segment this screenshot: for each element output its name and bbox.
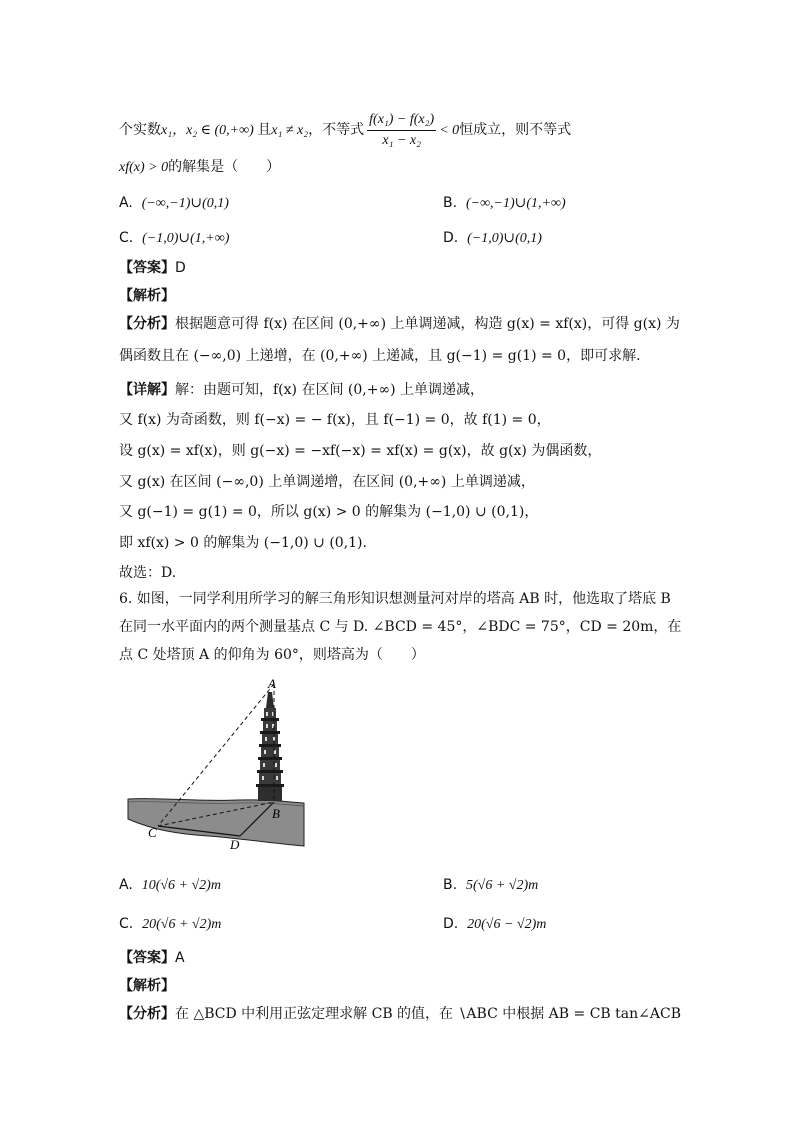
q5-xiangjie-line3 [119, 441, 601, 461]
q5-option-b [443, 193, 566, 214]
fenxi-text: 在 △BCD 中利用正弦定理求解 CB 的值，在 ∖ABC 中根据 AB = CB tan∠ACB [175, 1006, 681, 1022]
answer-tag: 【答案】 [119, 950, 175, 966]
q6-option-a [119, 875, 221, 896]
answer-tag: 【答案】 [119, 260, 175, 276]
fenxi-text: 根据题意可得 f(x) 在区间 (0,+∞) 上单调递减，构造 g(x) = xf(x)，可得 g(x) 为 [175, 316, 680, 332]
fenxi-tag: 【分析】 [119, 316, 175, 332]
option-letter: C. [119, 230, 134, 246]
q5-option-c [119, 228, 229, 249]
q5-xiangjie-line5 [119, 502, 538, 522]
q6-option-b [443, 875, 538, 896]
option-text: (−∞,−1)∪(0,1) [141, 196, 229, 211]
conclusion-text: 故选：D. [119, 565, 177, 581]
option-letter: B. [443, 877, 458, 893]
q5-stem-text: ，不等式 [308, 122, 365, 138]
q6-stem-line2 [119, 617, 681, 637]
q5-stem-math: < 0 [439, 123, 460, 138]
answer-value: D [175, 260, 186, 276]
q5-fenxi-line2 [119, 346, 641, 366]
option-text: (−1,0)∪(0,1) [467, 231, 542, 246]
q6-stem-text: 6. 如图，一同学利用所学习的解三角形知识想测量河对岸的塔高 AB 时，他选取了塔底 B [119, 591, 671, 607]
pagoda-river-figure [118, 672, 310, 850]
label-a: A [268, 676, 276, 691]
label-d: D [230, 837, 240, 850]
q5-stem-line1 [119, 110, 571, 150]
option-letter: C. [119, 916, 134, 932]
q6-stem-line1 [119, 589, 671, 609]
label-b: B [272, 806, 280, 821]
option-text: 20(√6 + √2)m [142, 917, 222, 932]
q5-fenxi-line1 [119, 314, 680, 334]
q6-stem-line3 [119, 645, 425, 665]
q6-option-d [443, 914, 546, 935]
q5-xiangjie-line1 [119, 380, 484, 400]
q5-xiangjie-line2 [119, 410, 551, 430]
q5-stem-line2 [119, 157, 280, 178]
option-letter: D. [443, 916, 459, 932]
option-letter: A. [119, 195, 133, 211]
xiangjie-tag: 【详解】 [119, 382, 175, 398]
q5-option-a [119, 193, 229, 214]
option-text: 5(√6 + √2)m [465, 878, 539, 893]
option-letter: B. [443, 195, 458, 211]
q5-conclusion [119, 563, 176, 583]
q5-stem-math: x₁ ≠ x₂ [271, 123, 309, 138]
xiangjie-text: 解：由题可知，f(x) 在区间 (0,+∞) 上单调递减， [175, 382, 485, 398]
option-letter: A. [119, 877, 133, 893]
q6-stem-text: 在同一水平面内的两个测量基点 C 与 D. ∠BCD = 45°，∠BDC = 75°，CD = 20m，在 [119, 619, 682, 635]
q5-stem-math: xf(x) > 0 [119, 160, 169, 175]
fenxi-text: 偶函数且在 (−∞,0) 上递增，在 (0,+∞) 上递减，且 g(−1) = g(1) = 0，即可求解. [119, 348, 641, 364]
answer-value: A [175, 950, 185, 966]
option-letter: D. [443, 230, 459, 246]
q6-fenxi-line1 [119, 1004, 681, 1024]
q5-stem-text: 的解集是（ ） [168, 159, 281, 175]
xiangjie-text: 即 xf(x) > 0 的解集为 (−1,0) ∪ (0,1). [119, 535, 367, 551]
q6-stem-text: 点 C 处塔顶 A 的仰角为 60°，则塔高为（ ） [119, 647, 425, 663]
q6-option-c [119, 914, 221, 935]
pagoda-icon [256, 692, 284, 801]
xiangjie-text: 又 g(x) 在区间 (−∞,0) 上单调递增，在区间 (0,+∞) 上单调递减， [119, 474, 535, 490]
q6-answer [119, 948, 185, 968]
q5-stem-text: 个实数 [119, 122, 161, 138]
xiangjie-text: 又 f(x) 为奇函数，则 f(−x) = − f(x)，且 f(−1) = 0，故 f(1) = 0， [119, 412, 551, 428]
xiangjie-text: 又 g(−1) = g(1) = 0，所以 g(x) > 0 的解集为 (−1,0) ∪ (0,1)， [119, 504, 539, 520]
label-c: C [148, 825, 157, 840]
q5-xiangjie-line6 [119, 533, 367, 553]
option-text: 20(√6 − √2)m [467, 917, 547, 932]
q5-answer [119, 258, 186, 278]
option-text: 10(√6 + √2)m [141, 878, 221, 893]
q5-stem-text: 且 [257, 122, 272, 138]
q5-inequality-fraction [367, 111, 436, 150]
fraction-numerator: f(x₁) − f(x₂) [367, 111, 436, 131]
fenxi-tag: 【分析】 [119, 1006, 175, 1022]
q5-analysis-heading [119, 286, 175, 306]
xiangjie-text: 设 g(x) = xf(x)，则 g(−x) = −xf(−x) = xf(x) = g(x)，故 g(x) 为偶函数， [119, 443, 602, 459]
option-text: (−∞,−1)∪(1,+∞) [465, 196, 566, 211]
analysis-tag: 【解析】 [119, 978, 175, 994]
q5-stem-text: 恒成立，则不等式 [459, 122, 572, 138]
q5-option-d [443, 228, 542, 249]
q5-xiangjie-line4 [119, 472, 535, 492]
fraction-denominator: x₁ − x₂ [382, 132, 421, 148]
option-text: (−1,0)∪(1,+∞) [142, 231, 230, 246]
analysis-tag: 【解析】 [119, 288, 175, 304]
q5-stem-math: x₁，x₂ ∈ (0,+∞) [161, 123, 258, 138]
q6-analysis-heading [119, 976, 175, 996]
